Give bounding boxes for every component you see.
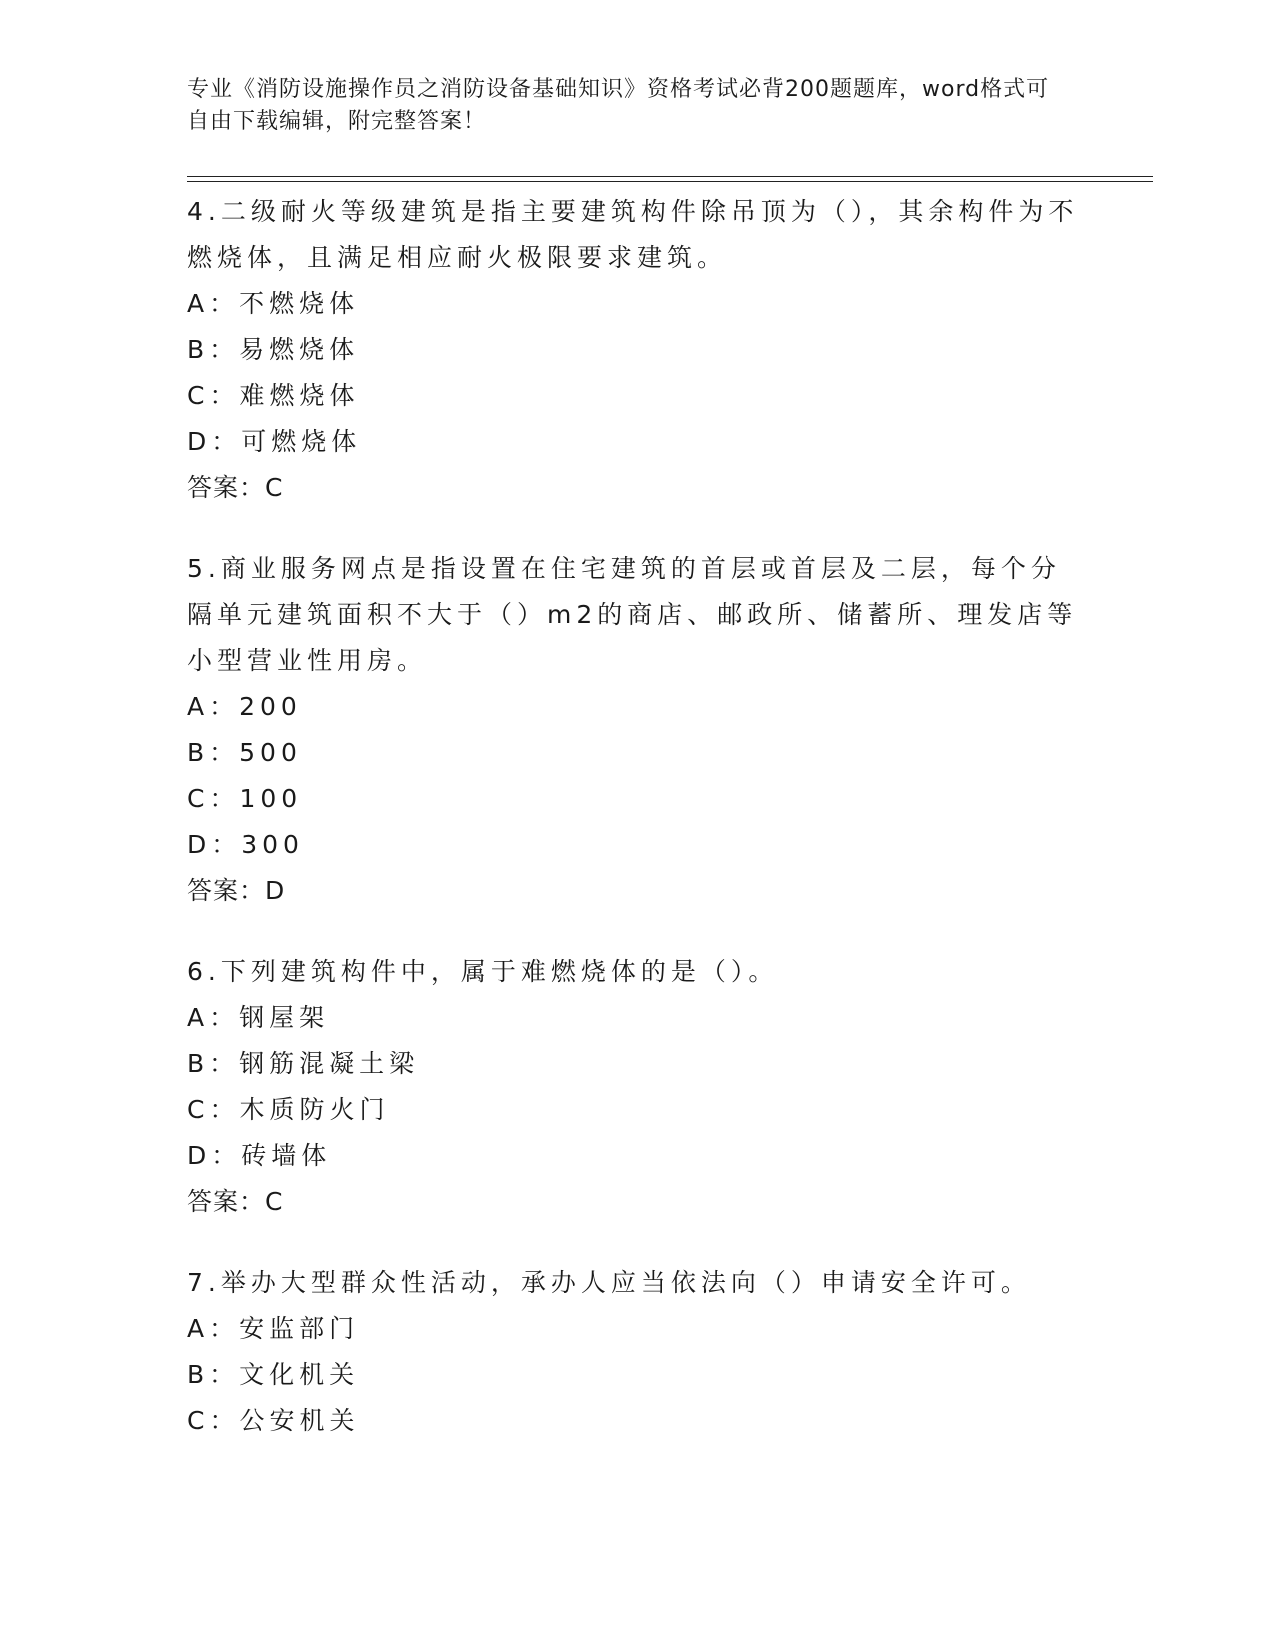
answer-label: 答案：C <box>187 473 284 502</box>
question-stem: 7.举办大型群众性活动，承办人应当依法向（）申请安全许可。 <box>187 1268 1031 1297</box>
question-7 <box>187 1260 1087 1444</box>
question-5 <box>187 546 1087 914</box>
question-stem: 4.二级耐火等级建筑是指主要建筑构件除吊顶为（），其余构件为不燃烧体，且满足相应耐火极限要求建筑。 <box>187 197 1079 272</box>
answer-label: 答案：D <box>187 876 286 905</box>
document-header: 专业《消防设施操作员之消防设备基础知识》资格考试必背200题题库，word格式可自由下载编辑，附完整答案！ <box>187 77 1050 134</box>
option-c: C：公安机关 <box>187 1406 360 1435</box>
question-6 <box>187 949 1087 1225</box>
question-stem: 5.商业服务网点是指设置在住宅建筑的首层或首层及二层，每个分隔单元建筑面积不大于（）m2的商店、邮政所、储蓄所、理发店等小型营业性用房。 <box>187 554 1078 675</box>
option-b: B：易燃烧体 <box>187 335 360 364</box>
question-4 <box>187 189 1087 511</box>
header-rule-bottom <box>187 181 1153 182</box>
option-c: C：难燃烧体 <box>187 381 360 410</box>
option-d: D：砖墙体 <box>187 1141 332 1170</box>
option-c: C：100 <box>187 784 303 813</box>
option-a: A：安监部门 <box>187 1314 360 1343</box>
option-b: B：钢筋混凝土梁 <box>187 1049 420 1078</box>
option-a: A：不燃烧体 <box>187 289 360 318</box>
option-b: B：500 <box>187 738 302 767</box>
option-c: C：木质防火门 <box>187 1095 390 1124</box>
option-d: D：可燃烧体 <box>187 427 362 456</box>
question-list <box>187 189 1087 1479</box>
option-b: B：文化机关 <box>187 1360 360 1389</box>
question-stem: 6.下列建筑构件中，属于难燃烧体的是（）。 <box>187 957 779 986</box>
header-rule-top <box>187 176 1153 177</box>
option-a: A：钢屋架 <box>187 1003 330 1032</box>
option-d: D：300 <box>187 830 304 859</box>
answer-label: 答案：C <box>187 1187 284 1216</box>
option-a: A：200 <box>187 692 302 721</box>
